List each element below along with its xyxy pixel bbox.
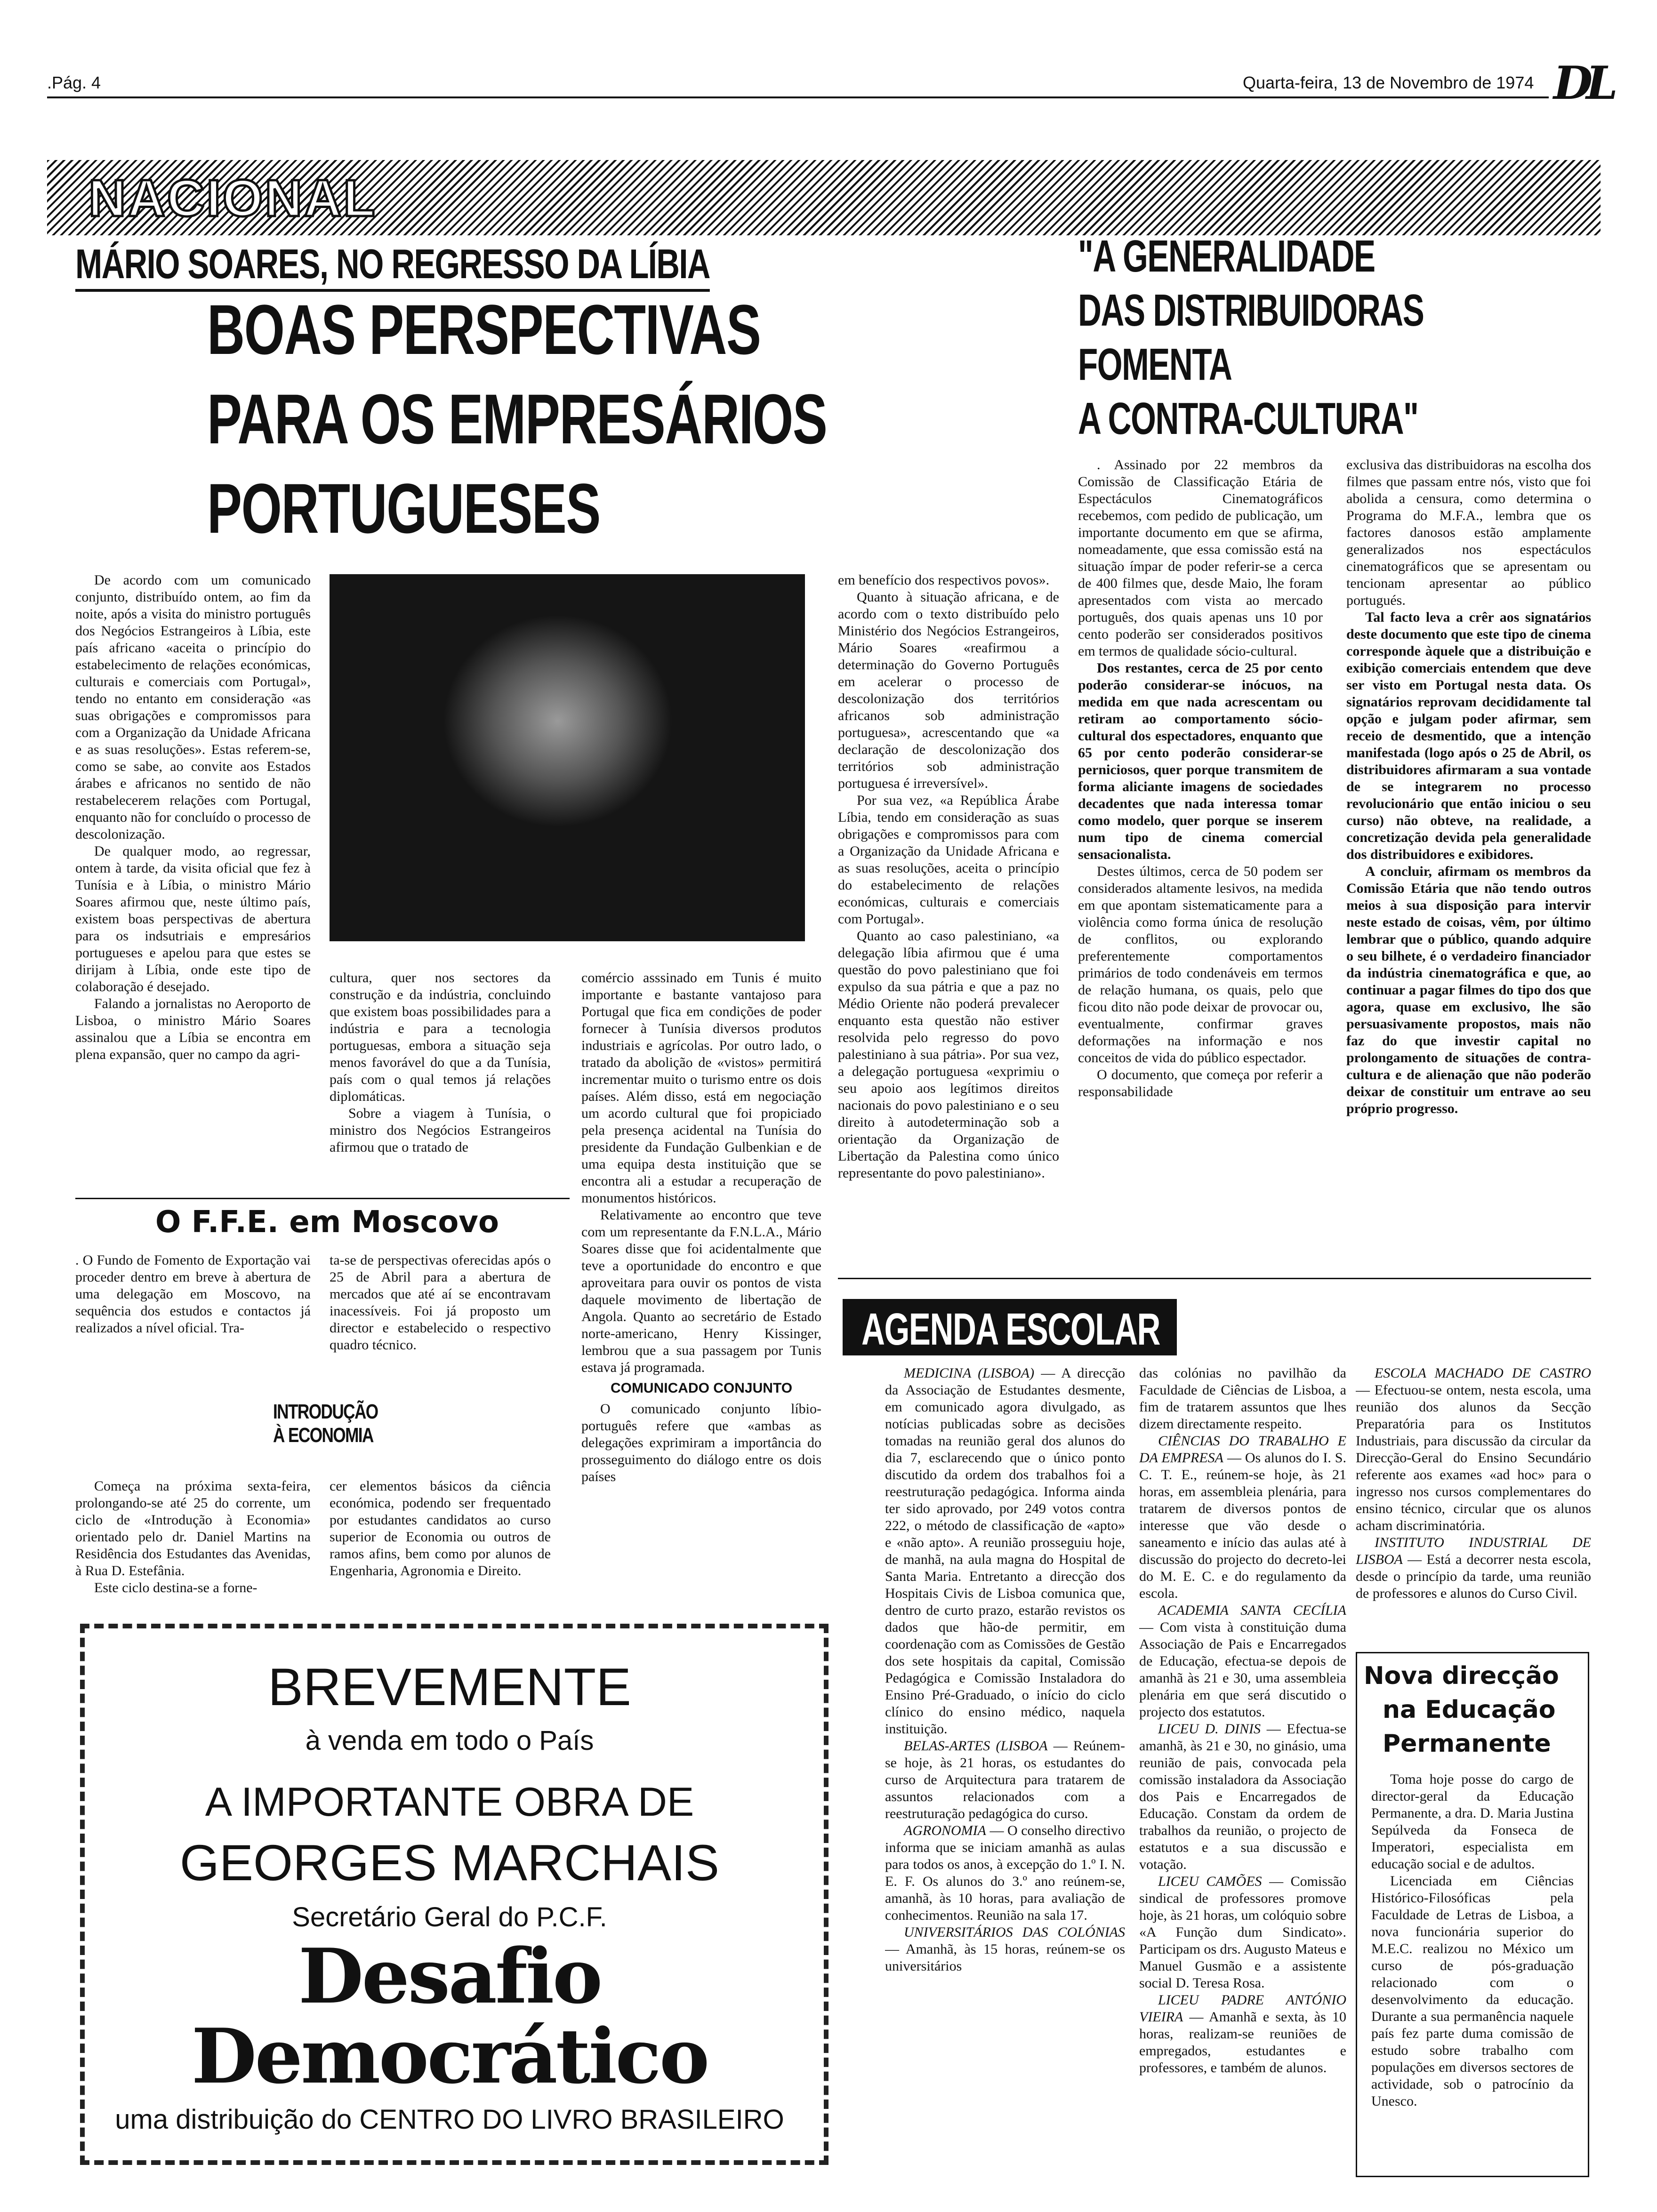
page-date: Quarta-feira, 13 de Novembro de 1974 <box>1243 73 1534 92</box>
educacao-body <box>1371 1771 1574 2166</box>
paragraph: Por sua vez, «a República Árabe Líbia, tendo em consideração as suas obrigações e compromissos para com a Organização da Unidade Africana e as suas resoluções, aceita o princípio do estabelecimento de relações económicas, culturais e comerciais com Portugal». <box>838 793 1059 927</box>
main-headline-2: PARA OS EMPRESÁRIOS <box>207 379 827 458</box>
agenda-item <box>885 1738 1125 1822</box>
educacao-headline-2: na Educação <box>1383 1696 1556 1724</box>
paragraph: O comunicado conjunto líbio-português refere que «ambas as delegações exprimiram a importância do prosseguimento do diálogo entre os dois países <box>581 1401 821 1484</box>
educacao-headline-3: Permanente <box>1383 1730 1551 1758</box>
educacao-headline-1: Nova direcção <box>1364 1662 1559 1690</box>
agenda-item <box>885 1822 1125 1924</box>
agenda-col-2 <box>1139 1365 1346 2174</box>
agenda-item <box>1356 1365 1591 1534</box>
agenda-item <box>1139 1873 1346 1992</box>
agenda-item-text: das colónias no pavilhão da Faculdade de Ciências de Lisboa, a fim de tratarem assuntos que lhes dizem directamente respeito. <box>1139 1365 1346 1432</box>
paragraph: Toma hoje posse do cargo de director-geral da Educação Permanente, a dra. D. Maria Justina Sepúlveda da Fonseca de Imperatori, especialista em educação social e de adultos. <box>1371 1771 1574 1872</box>
page-number: .Pág. 4 <box>47 73 101 92</box>
agenda-banner <box>843 1299 1177 1355</box>
agenda-item-text: — Com vista à constituição duma Associação de Pais e Encarregados de Educação, efectua-se depois de amanhã às 21 e 30, uma assembleia plenária em que será discutido o projecto dos estatutos. <box>1139 1619 1346 1720</box>
ffe-col-1: . O Fundo de Fomento de Exportação vai proceder dentro em breve à abertura de uma delegação em Moscovo, na sequência dos estudos e contactos já realizados a nível oficial. Tra- <box>75 1252 311 1336</box>
agenda-item-text: — Efectuou-se ontem, nesta escola, uma reunião dos alunos da Secção Preparatória para os Institutos Industriais, para discussão da circular da Direcção-Geral do Ensino Secundário referente aos exames «ad hoc» para o ingresso nos cursos complementares do ensino técnico, circular que os alunos acham discriminatória. <box>1356 1382 1591 1533</box>
contracultura-headline-4: A CONTRA-CULTURA" <box>1078 393 1418 444</box>
main-col-1 <box>75 572 311 1193</box>
agenda-col-1 <box>885 1365 1125 2174</box>
main-headline-3: PORTUGUESES <box>207 469 600 548</box>
ffe-col-2: ta-se de perspectivas oferecidas após o 25 de Abril para a abertura de mercados que até aí se encontravam inacessíveis. Foi já proposto um director e estabelecido o respectivo quadro técnico. <box>330 1252 551 1353</box>
section-banner-label: NACIONAL <box>88 169 377 227</box>
agenda-item-label: CIÊNCIAS DO TRABALHO E DA EMPRESA <box>1139 1433 1346 1466</box>
agenda-item-label: ACADEMIA SANTA CECÍLIA <box>1158 1603 1346 1618</box>
paragraph: Sobre a viagem à Tunísia, o ministro dos Negócios Estrangeiros afirmou que o tratado de <box>330 1106 551 1155</box>
agenda-item-text: — Amanhã e sexta, às 10 horas, realizam-se reuniões de empregados, estudantes e professores, e também de alunos. <box>1139 2009 1346 2076</box>
agenda-item <box>1139 1992 1346 2076</box>
agenda-item <box>1139 1433 1346 1602</box>
paragraph: Este ciclo destina-se a forne- <box>94 1580 257 1595</box>
divider <box>75 1198 570 1199</box>
paragraph: exclusiva das distribuidoras na escolha dos filmes que passam entre nós, visto que foi abolida a censura, como determina o Programa do M.F.A., lembra que os factores danosos estão amplamente generalizados nos espectáculos cinematográficos que se apresentam ou tencionam apresentar ao público portugués. <box>1346 457 1591 608</box>
agenda-item <box>1356 1534 1591 1602</box>
agenda-item-label: AGRONOMIA <box>904 1823 986 1838</box>
ad-line-obra: A IMPORTANTE OBRA DE <box>205 1779 694 1825</box>
agenda-item-text: — Reúnem-se hoje, às 21 horas, os estudantes do curso de Arquitectura para tratarem de assuntos relacionados com a reestruturação pedagógica do curso. <box>885 1738 1125 1821</box>
agenda-item-label: BELAS-ARTES (LISBOA <box>904 1738 1048 1754</box>
agenda-item-text: — O conselho directivo informa que se iniciam amanhã as aulas para todos os anos, à excepção do 1.º I. N. E. F. Os alunos do 3.º ano reúnem-se, amanhã, às 10 horas, para avaliação de conhecimentos. Reunião na sala 17. <box>885 1823 1125 1923</box>
agenda-item-label: LICEU PADRE ANTÓNIO VIEIRA <box>1139 1992 1346 2025</box>
newspaper-logo: DL <box>1553 56 1611 110</box>
economia-col-1 <box>75 1478 311 1605</box>
agenda-item <box>885 1924 1125 1975</box>
agenda-item-text: — Efectua-se amanhã, às 21 e 30, no ginásio, uma reunião de pais, convocada pela comissão instaladora da Associação dos Pais e Encarregados de Educação. Constam da ordem de trabalhos da reunião, o projecto de estatutos e a sua discussão e votação. <box>1139 1721 1346 1872</box>
economia-col-2: cer elementos básicos da ciência económica, podendo ser frequentado por estudantes candidatos ao curso superior de Economia ou outros de ramos afins, bem como por alunos de Engenharia, Agronomia e Direito. <box>330 1478 551 1579</box>
contracultura-col-1 <box>1078 457 1323 1266</box>
paragraph: Destes últimos, cerca de 50 podem ser considerados altamente lesivos, na medida em que apontam sistematicamente para a violência como forma única de resolução de conflitos, ou explorando preferentemente comportamentos primários de todo condenáveis em termos de relação humana, os quais, pelo que ficou dito não pode deixar de provocar ou, eventualmente, confirmar graves deformações na informação e nos conceitos de vida do público espectador. <box>1078 864 1323 1066</box>
ad-title-1: Desafio <box>298 1932 601 2020</box>
agenda-item <box>1139 1365 1346 1433</box>
agenda-banner-label: AGENDA ESCOLAR <box>861 1304 1160 1354</box>
paragraph: em benefício dos respectivos povos». <box>838 572 1050 588</box>
paragraph: Relativamente ao encontro que teve com um representante da F.N.L.A., Mário Soares disse que foi acidentalmente que teve a oportunidade do encontro e que aproveitara para ouvir os pontos de vista daquele movimento de libertação de Angola. Quanto ao secretário de Estado norte-americano, Henry Kissinger, lembrou que a sua passagem por Tunis estava já programada. <box>581 1207 821 1375</box>
contracultura-col-2 <box>1346 457 1591 1266</box>
agenda-item-text: — Comissão sindical de professores promove hoje, às 21 horas, um colóquio sobre «A Função dum Sindicato». Participam os drs. Augusto Mateus e Manuel Gusmão e a assistente social D. Teresa Rosa. <box>1139 1874 1346 1991</box>
main-kicker: MÁRIO SOARES, NO REGRESSO DA LÍBIA <box>75 240 710 292</box>
agenda-col-3 <box>1356 1365 1591 1638</box>
agenda-item-label: LICEU CAMÕES <box>1158 1874 1262 1889</box>
main-headline-1: BOAS PERSPECTIVAS <box>207 290 761 369</box>
ad-line-role: Secretário Geral do P.C.F. <box>292 1902 607 1932</box>
agenda-item-label: MEDICINA (LISBOA) <box>904 1365 1035 1381</box>
divider <box>838 1278 1591 1279</box>
economia-headline-1: INTRODUÇÃO <box>273 1400 378 1423</box>
educacao-box <box>1356 1652 1589 2177</box>
paragraph: De acordo com um comunicado conjunto, distribuído ontem, ao fim da noite, após a visita do ministro português dos Negócios Estrangeiros à Líbia, este país africano «aceita o princípio do estabelecimento de relações económicas, culturais e comerciais com Portugal», tendo no entanto em consideração «as suas obrigações e compromissos para com a Organização da Unidade Africana e as suas resoluções». Estas referem-se, como se sabe, ao convite aos Estados árabes e africanos no sentido de não restabelecerem relações com Portugal, enquanto não for concluído o processo de descolonização. <box>75 572 311 842</box>
section-banner <box>47 160 1601 235</box>
agenda-item-text: — A direcção da Associação de Estudantes desmente, em comunicado agora divulgado, as notícias publicadas sobre as decisões tomadas na reunião geral dos alunos do dia 7, esclarecendo que o único ponto discutido da ordem dos trabalhos foi a reestruturação pedagógica. Informa ainda ter sido aprovado, por 249 votos contra 222, o método de classificação de «apto» e «não apto». A reunião prosseguiu hoje, de manhã, na aula magna do Hospital de Santa Maria. Entretanto a direcção dos Hospitais Civis de Lisboa comunica que, dentro de curto prazo, estarão revistos os dados que hão-de permitir, em coordenação com as Comissões de Gestão dos sete hospitais da capital, Comissão Pedagógica e Comissão Instaladora do Ensino Pré-Graduado, o início do ciclo clínico do ensino médico, naquela instituição. <box>885 1365 1125 1737</box>
paragraph: Falando a jornalistas no Aeroporto de Lisboa, o ministro Mário Soares assinalou que a Líbia se encontra em plena expansão, quer no campo da agri- <box>75 996 311 1062</box>
header-rule <box>47 96 1549 98</box>
ad-line-brevemente: BREVEMENTE <box>268 1658 631 1716</box>
economia-headline-2: À ECONOMIA <box>273 1424 373 1447</box>
agenda-item <box>885 1365 1125 1738</box>
agenda-item-label: UNIVERSITÁRIOS DAS COLÓNIAS <box>904 1924 1125 1940</box>
ad-footer: uma distribuição do CENTRO DO LIVRO BRASILEIRO <box>115 2104 784 2135</box>
subhead-comunicado: COMUNICADO CONJUNTO <box>610 1380 793 1396</box>
paragraph: De qualquer modo, ao regressar, ontem à tarde, da visita oficial que fez à Tunísia e à Líbia, o ministro Mário Soares afirmou que, neste último país, existem boas perspectivas de abertura para os indsutriais e empresários portugueses e apelou para que estes se dirijam à Líbia, onde este tipo de colaboração é desejado. <box>75 843 311 994</box>
paragraph: Quanto ao caso palestiniano, «a delegação líbia afirmou que é uma questão do povo palestiniano que foi expulso da sua pátria e que a paz no Médio Oriente não poderá prevalecer enquanto esta questão não estiver resolvida pelo regresso do povo palestiniano à sua pátria». Por sua vez, a delegação portuguesa «exprimiu o seu apoio aos legítimos direitos nacionais do povo palestiniano e o seu direito à autodeterminação sob a orientação da Organização de Libertação da Palestina como único representante do povo palestiniano». <box>838 928 1059 1181</box>
agenda-item <box>1139 1721 1346 1873</box>
agenda-item-text: — Os alunos do I. S. C. T. E., reúnem-se hoje, às 21 horas, em assembleia plenária, para tratarem de diversos pontos de interesse que vão desde o saneamento e início das aulas até à discussão do projecto do decreto-lei do M. E. C. e do regulamento da escola. <box>1139 1450 1346 1601</box>
agenda-item-label: ESCOLA MACHADO DE CASTRO <box>1375 1365 1591 1381</box>
contracultura-headline-3: FOMENTA <box>1078 339 1232 390</box>
paragraph: A concluir, afirmam os membros da Comissão Etária que não tendo outros meios à sua disposição para intervir neste estado de coisas, vêm, por último lembrar que o público, quando adquire o seu bilhete, é o verdadeiro financiador da indústria cinematográfica e que, ao continuar a pagar filmes do tipo dos que agora, quase em exclusivo, lhe são persuasivamente propostos, mais não faz do que investir capital no prolongamento de situações de contra-cultura e de alienação que não poderão deixar de constituir um entrave ao seu próprio progresso. <box>1346 864 1591 1116</box>
contracultura-headline-1: "A GENERALIDADE <box>1078 231 1375 281</box>
paragraph: Dos restantes, cerca de 25 por cento poderão considerar-se inócuos, na medida em que nada acrescentam ou retiram ao comportamento sócio-cultural dos espectadores, enquanto que 65 por cento poderão considerar-se perniciosos, quer porque transmitem de forma aliciante imagens de sociedades decadentes que nada interessa tomar como modelo, quer porque se inserem num tipo de cinema comercial sensacionalista. <box>1078 660 1323 862</box>
paragraph: Começa na próxima sexta-feira, prolongando-se até 25 do corrente, um ciclo de «Introdução à Economia» orientado pelo dr. Daniel Martins na Residência dos Estudantes das Avenidas, à Rua D. Estefânia. <box>75 1478 311 1579</box>
paragraph: cultura, quer nos sectores da construção e da indústria, concluindo que existem boas possibilidades para a indústria e para a tecnologia portuguesas, embora a situação seja menos favorável do que a da Tunísia, país com o qual temos já relações diplomáticas. <box>330 970 551 1104</box>
mario-soares-photo <box>330 574 805 941</box>
paragraph: Tal facto leva a crêr aos signatários deste documento que este tipo de cinema corresponde àquele que a distribuição e exibição comerciais entendem que deve ser visto em Portugal nesta data. Os signatários reprovam decididamente tal opção e julgam poder afirmar, sem receio de desmentido, que a intenção manifestada (logo após o 25 de Abril, os distribuidores afirmaram a sua vontade de se integrarem no processo revolucionário que então iniciou o seu curso) não obteve, na realidade, a concretização devida pela generalidade dos distribuidores e exibidores. <box>1346 609 1591 862</box>
agenda-item-text: — Está a decorrer nesta escola, desde o princípio da tarde, uma reunião de professores e alunos do Curso Civil. <box>1356 1552 1591 1601</box>
agenda-item-label: INSTITUTO INDUSTRIAL DE LISBOA <box>1356 1535 1591 1567</box>
paragraph: comércio asssinado em Tunis é muito importante e bastante vantajoso para Portugal que fica em condições de poder fornecer à Tunísia diversos produtos industriais e agrícolas. Por outro lado, o tratado da abolição de «vistos» permitirá incrementar muito o turismo entre os dois países. Além disso, está em negociação um acordo cultural que foi propiciado pela presença acidental na Tunísia do presidente da Fundação Gulbenkian e de uma equipa desta instituição que se encontra ali a estudar a recuperação de monumentos históricos. <box>581 970 821 1206</box>
agenda-item-label: LICEU D. DINIS <box>1158 1721 1261 1737</box>
paragraph: Quanto à situação africana, e de acordo com o texto distribuído pelo Ministério dos Negócios Estrangeiros, Mário Soares «reafirmou a determinação do Governo Português em acelerar o processo de descolonização dos territórios africanos sob administração portuguesa», acrescentando que «a declaração de descolonização dos territórios sob administração portuguesa é irreversível». <box>838 589 1059 791</box>
agenda-item <box>1139 1602 1346 1721</box>
ffe-headline: O F.F.E. em Moscovo <box>155 1205 499 1240</box>
ad-line-author: GEORGES MARCHAIS <box>179 1834 720 1891</box>
ad-title-2: Democrático <box>191 2012 708 2100</box>
paragraph: Licenciada em Ciências Histórico-Filosóficas pela Faculdade de Letras de Lisboa, a nova funcionária superior do M.E.C. realizou no México um curso de pós-graduação relacionado com o desenvolvimento da educação. Durante a sua permanência naquele país fez parte duma comissão de estudo sobre trabalho com populações em diversos sectores de actividade, sob o patrocínio da Unesco. <box>1371 1873 1574 2109</box>
paragraph: O documento, que começa por referir a responsabilidade <box>1078 1067 1323 1099</box>
contracultura-headline-2: DAS DISTRIBUIDORAS <box>1078 285 1424 336</box>
ad-line-venda: à venda em todo o País <box>305 1725 594 1756</box>
main-col-3 <box>581 970 821 1605</box>
main-col-4 <box>838 572 1059 1278</box>
agenda-item-text: — Amanhã, às 15 horas, reúnem-se os universitários <box>885 1941 1125 1974</box>
paragraph: . Assinado por 22 membros da Comissão de Classificação Etária de Espectáculos Cinematográficos recebemos, com pedido de publicação, um importante documento em que se afirma, nomeadamente, que essa comissão está na situação ímpar de poder referir-se a cerca de 400 filmes que, desde Maio, lhe foram apresentados com vista ao mercado português, dos quais apenas uns 10 por cento poderão ser considerados positivos em termos de qualidade sócio-cultural. <box>1078 457 1323 659</box>
main-col-2 <box>330 970 551 1191</box>
